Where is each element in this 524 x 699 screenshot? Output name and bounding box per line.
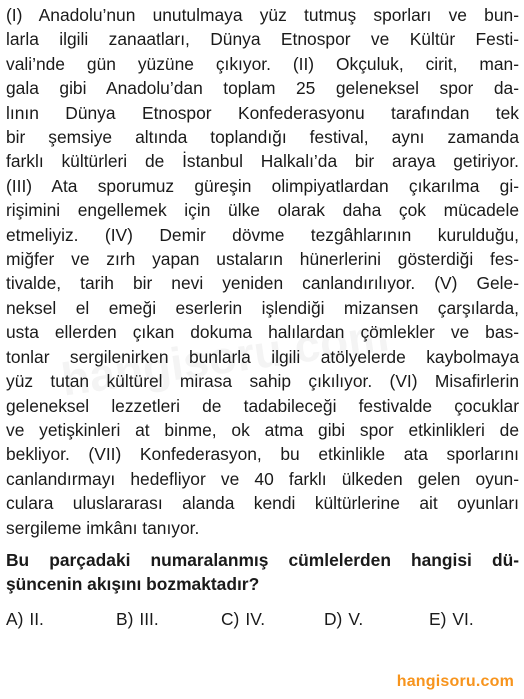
passage-line: gala gibi Anadolu’dan toplam 25 geleneksel spor da-	[6, 78, 519, 99]
passage-line: ve yetişkinleri at binme, ok atma gibi spor etkinlikleri de	[6, 419, 519, 440]
passage-line: lının Dünya Etnospor Konfederasyonu tarafından tek	[6, 102, 519, 123]
passage-line: neksel el emeği eserlerin işlendiği mizansen çarşılarda,	[6, 297, 519, 318]
question-page	[6, 3, 519, 635]
passage-line: miğfer ve zırh yapan ustaların hünerlerini gösterdiği fes-	[6, 249, 519, 270]
option-letter: A)	[6, 608, 24, 629]
passage-line: tonlar sergilenirken bunlarla ilgili atölyelerde kaybolmaya	[6, 346, 519, 367]
option-text: V.	[348, 608, 364, 629]
passage-line: tivalde, tarih bir nevi yeniden canlandırılıyor. (V) Gele-	[6, 273, 519, 294]
passage-line: larla ilgili zanaatları, Dünya Etnospor ve Kültür Festi-	[6, 29, 519, 50]
passage-line: etmeliyiz. (IV) Demir dövme tezgâhlarının kurulduğu,	[6, 224, 519, 245]
passage-line: bir şemsiye altında toplandığı festival, aynı zamanda	[6, 127, 519, 148]
option-d[interactable]	[324, 609, 363, 630]
option-letter: E)	[429, 608, 447, 629]
passage-line: geleneksel lezzetleri de tadabileceği festivalde çocuklar	[6, 395, 519, 416]
passage-line: yüz tutan kültürel mirasa sahip çıkılıyor. (VI) Misafirlerin	[6, 371, 519, 392]
option-text: VI.	[452, 608, 474, 629]
passage-line: canlandırmayı hedefliyor ve 40 farklı ülkeden gelen oyun-	[6, 468, 519, 489]
option-letter: B)	[116, 608, 134, 629]
passage-line: (I) Anadolu’nun unutulmaya yüz tutmuş sporları ve bun-	[6, 5, 519, 25]
passage-line: (III) Ata sporumuz güreşin olimpiyatlardan çıkarılma gi-	[6, 175, 519, 196]
option-text: IV.	[245, 608, 266, 629]
option-letter: C)	[221, 608, 240, 629]
passage-line: bekliyor. (VII) Konfederasyon, bu etkinlikle ata sporlarını	[6, 444, 519, 465]
option-letter: D)	[324, 608, 343, 629]
option-b[interactable]	[116, 609, 159, 630]
passage-line: sergileme imkânı tanıyor.	[6, 517, 200, 538]
site-watermark: hangisoru.com	[396, 673, 514, 690]
passage	[6, 3, 519, 540]
option-a[interactable]	[6, 609, 44, 630]
option-c[interactable]	[221, 609, 265, 630]
passage-line: rişimini engellemek için ülke olarak daha çok mücadele	[6, 200, 519, 221]
passage-line: vali’nde gün yüzüne çıkıyor. (II) Okçuluk, cirit, man-	[6, 53, 519, 74]
passage-line: farklı kültürleri de İstanbul Halkalı’da bir araya getiriyor.	[6, 151, 519, 172]
question-stem	[6, 548, 519, 597]
option-e[interactable]	[429, 609, 474, 630]
option-text: II.	[29, 608, 44, 629]
question-line: Bu parçadaki numaralanmış cümlelerden hangisi dü-	[6, 549, 519, 570]
passage-line: usta ellerden çıkan dokuma halılardan çömlekler ve bas-	[6, 322, 519, 343]
answer-options	[6, 609, 519, 635]
passage-line: culara uluslararası alanda kendi kültürlerine ait oyunları	[6, 493, 519, 514]
option-text: III.	[139, 608, 159, 629]
question-line: şüncenin akışını bozmaktadır?	[6, 574, 260, 595]
